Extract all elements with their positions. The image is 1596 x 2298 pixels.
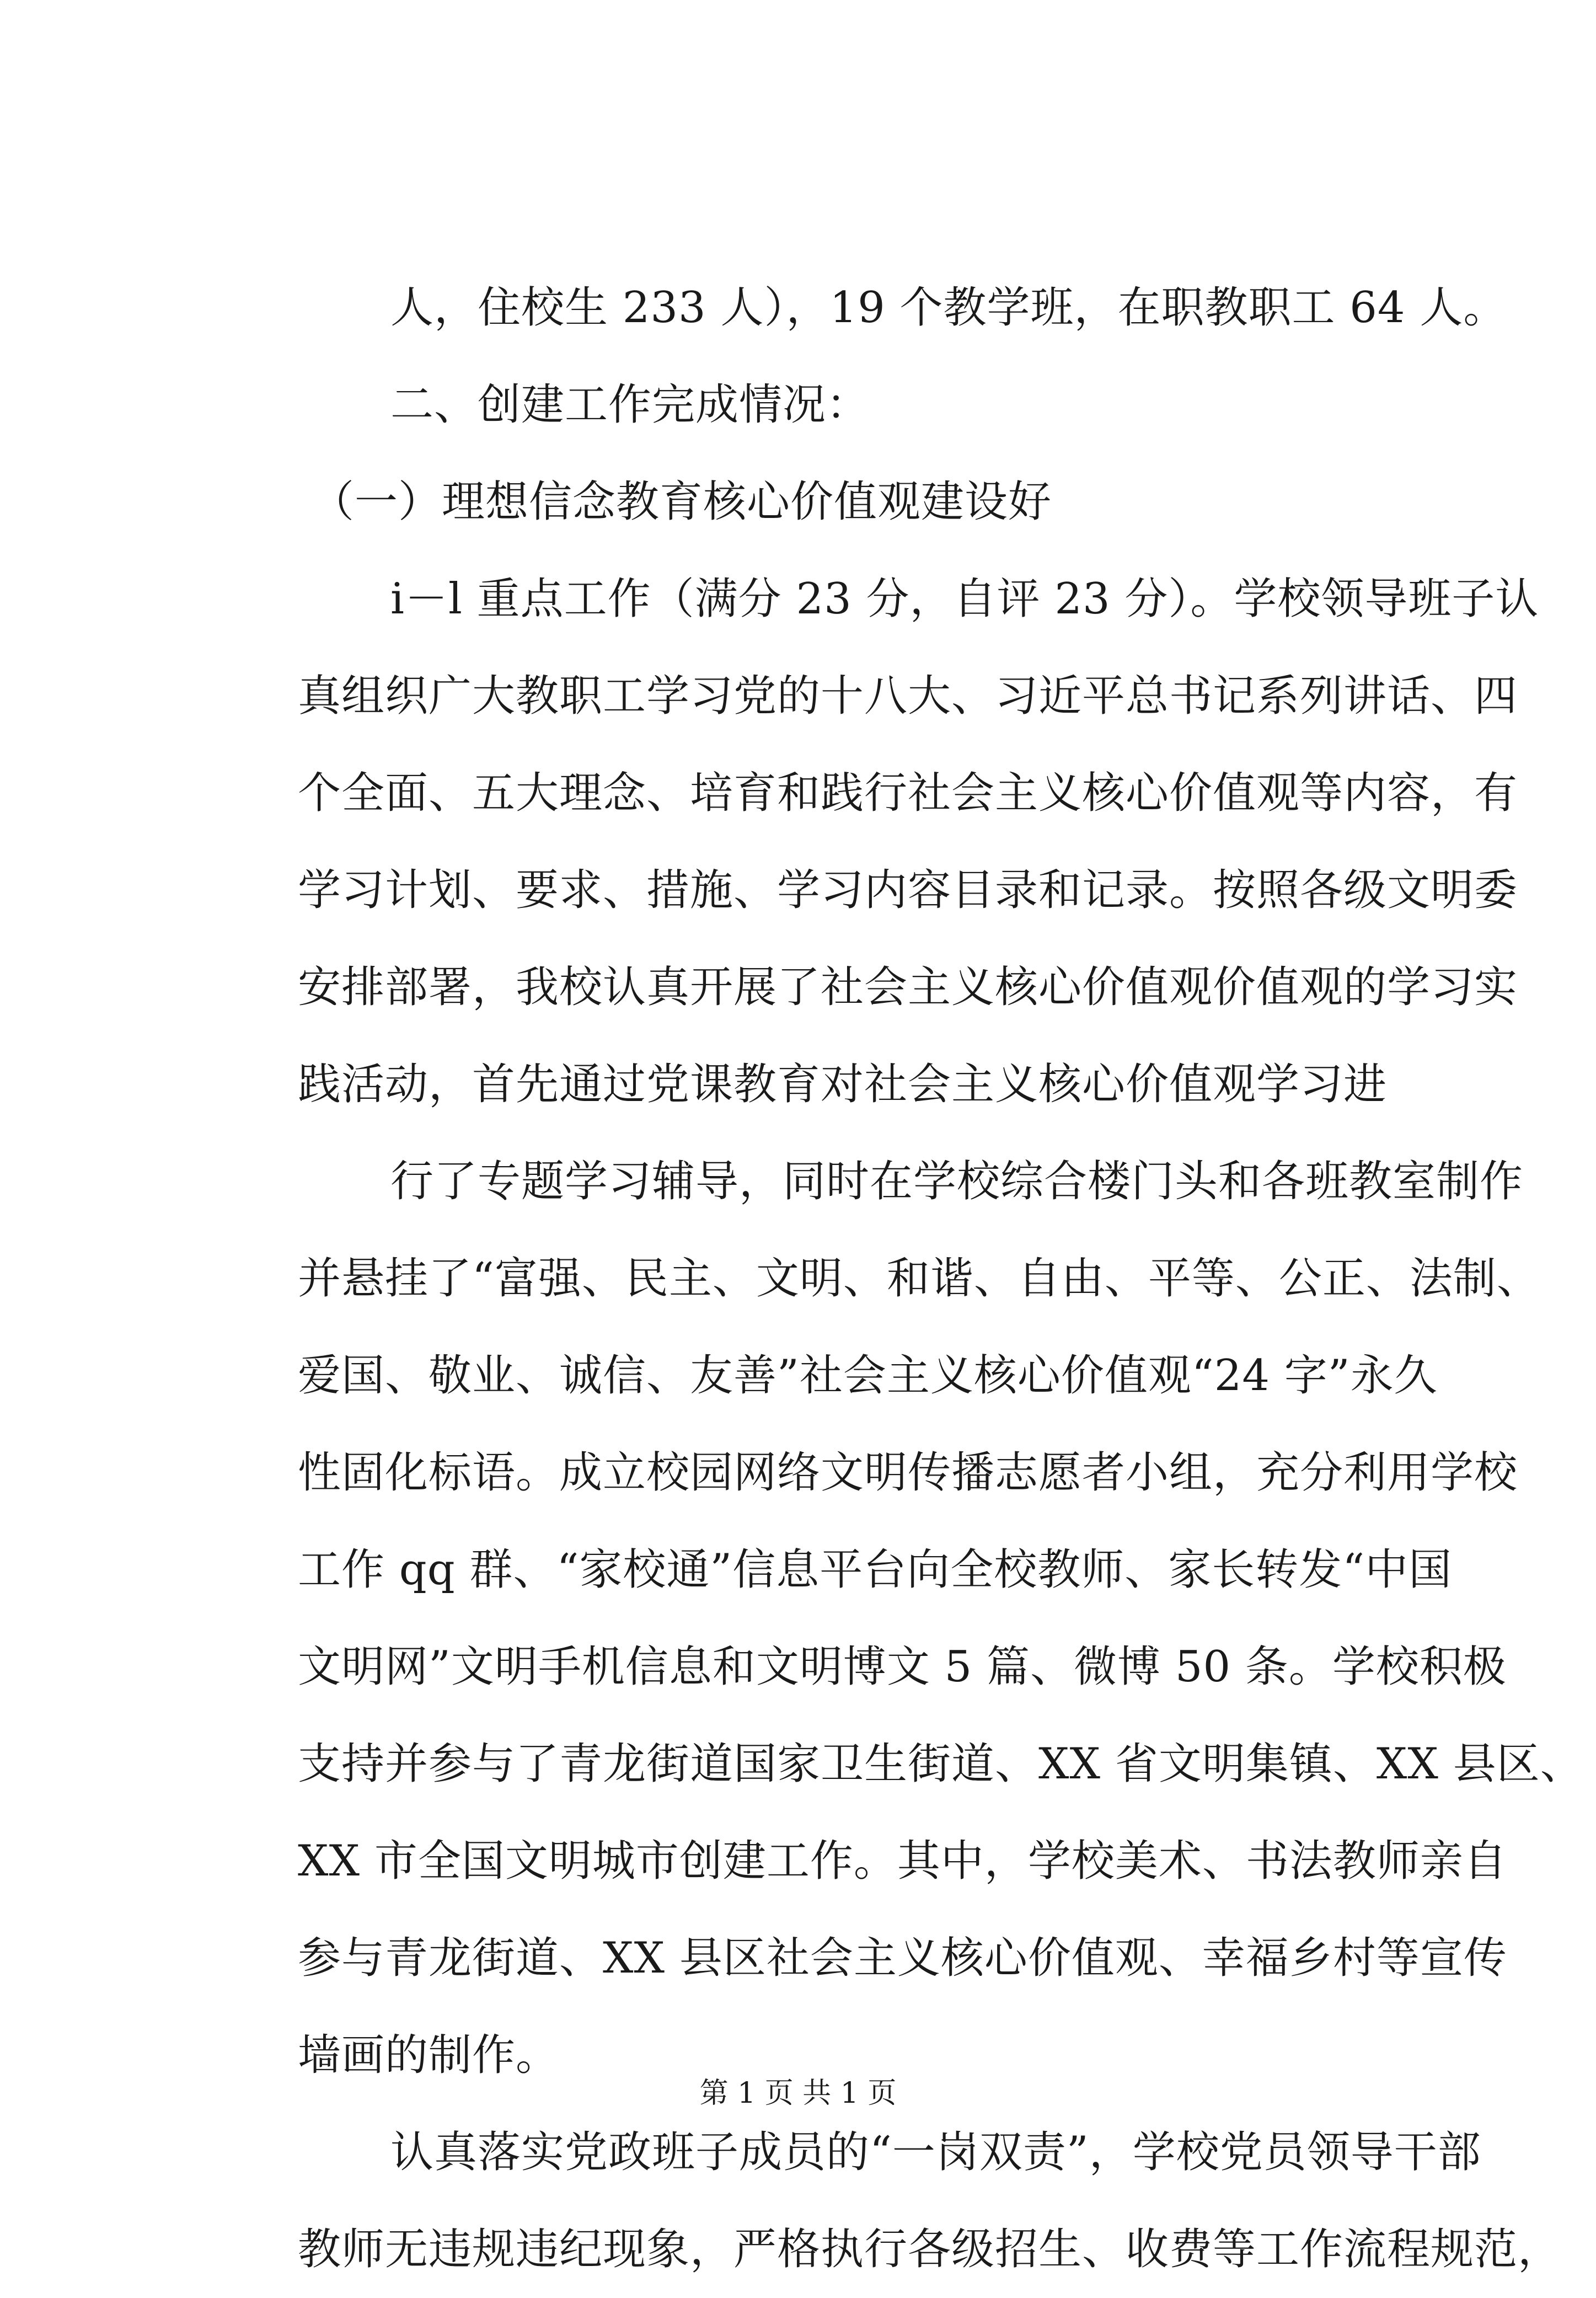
paragraph-line: 参与青龙街道、XX 县区社会主义核心价值观、幸福乡村等宣传	[298, 1933, 1507, 1983]
paragraph-line: 文明网”文明手机信息和文明博文 5 篇、微博 50 条。学校积极	[298, 1642, 1507, 1692]
paragraph-line: 并悬挂了“富强、民主、文明、和谐、自由、平等、公正、法制、	[298, 1254, 1540, 1303]
paragraph-line: 学习计划、要求、措施、学习内容目录和记录。按照各级文明委	[298, 865, 1518, 915]
paragraph-line: 工作 qq 群、“家校通”信息平台向全校教师、家长转发“中国	[298, 1545, 1453, 1595]
paragraph-line: 支持并参与了青龙街道国家卫生街道、XX 省文明集镇、XX 县区、	[298, 1739, 1584, 1789]
paragraph-line: 践活动，首先通过党课教育对社会主义核心价值观学习进	[298, 1060, 1388, 1109]
paragraph-line: 认真落实党政班子成员的“一岗双责”，学校党员领导干部	[390, 2128, 1481, 2177]
paragraph-line: 墙画的制作。	[298, 2030, 560, 2080]
paragraph-line: 爱国、敬业、诚信、友善”社会主义核心价值观“24 字”永久	[298, 1351, 1438, 1401]
paragraph-line: i－l 重点工作（满分 23 分，自评 23 分）。学校领导班子认	[390, 574, 1539, 624]
document-body	[298, 259, 1584, 2298]
subsection-heading: （一）理想信念教育核心价值观建设好	[311, 477, 1052, 527]
paragraph-line: 人，住校生 233 人），19 个教学班，在职教职工 64 人。	[390, 283, 1507, 333]
paragraph-line: 教师无违规违纪现象，严格执行各级招生、收费等工作流程规范，	[298, 2225, 1562, 2274]
paragraph-line: 行了专题学习辅导，同时在学校综合楼门头和各班教室制作	[390, 1157, 1524, 1206]
page-number-footer: 第 1 页 共 1 页	[699, 2077, 897, 2110]
paragraph-line: XX 市全国文明城市创建工作。其中，学校美术、书法教师亲自	[298, 1836, 1507, 1886]
paragraph-line: 真组织广大教职工学习党的十八大、习近平总书记系列讲话、四	[298, 671, 1518, 721]
section-heading: 二、创建工作完成情况：	[390, 380, 870, 430]
paragraph-line: 安排部署，我校认真开展了社会主义核心价值观价值观的学习实	[298, 963, 1518, 1012]
paragraph-line: 个全面、五大理念、培育和践行社会主义核心价值观等内容，有	[298, 768, 1518, 818]
paragraph-line: 性固化标语。成立校园网络文明传播志愿者小组，充分利用学校	[298, 1448, 1518, 1498]
